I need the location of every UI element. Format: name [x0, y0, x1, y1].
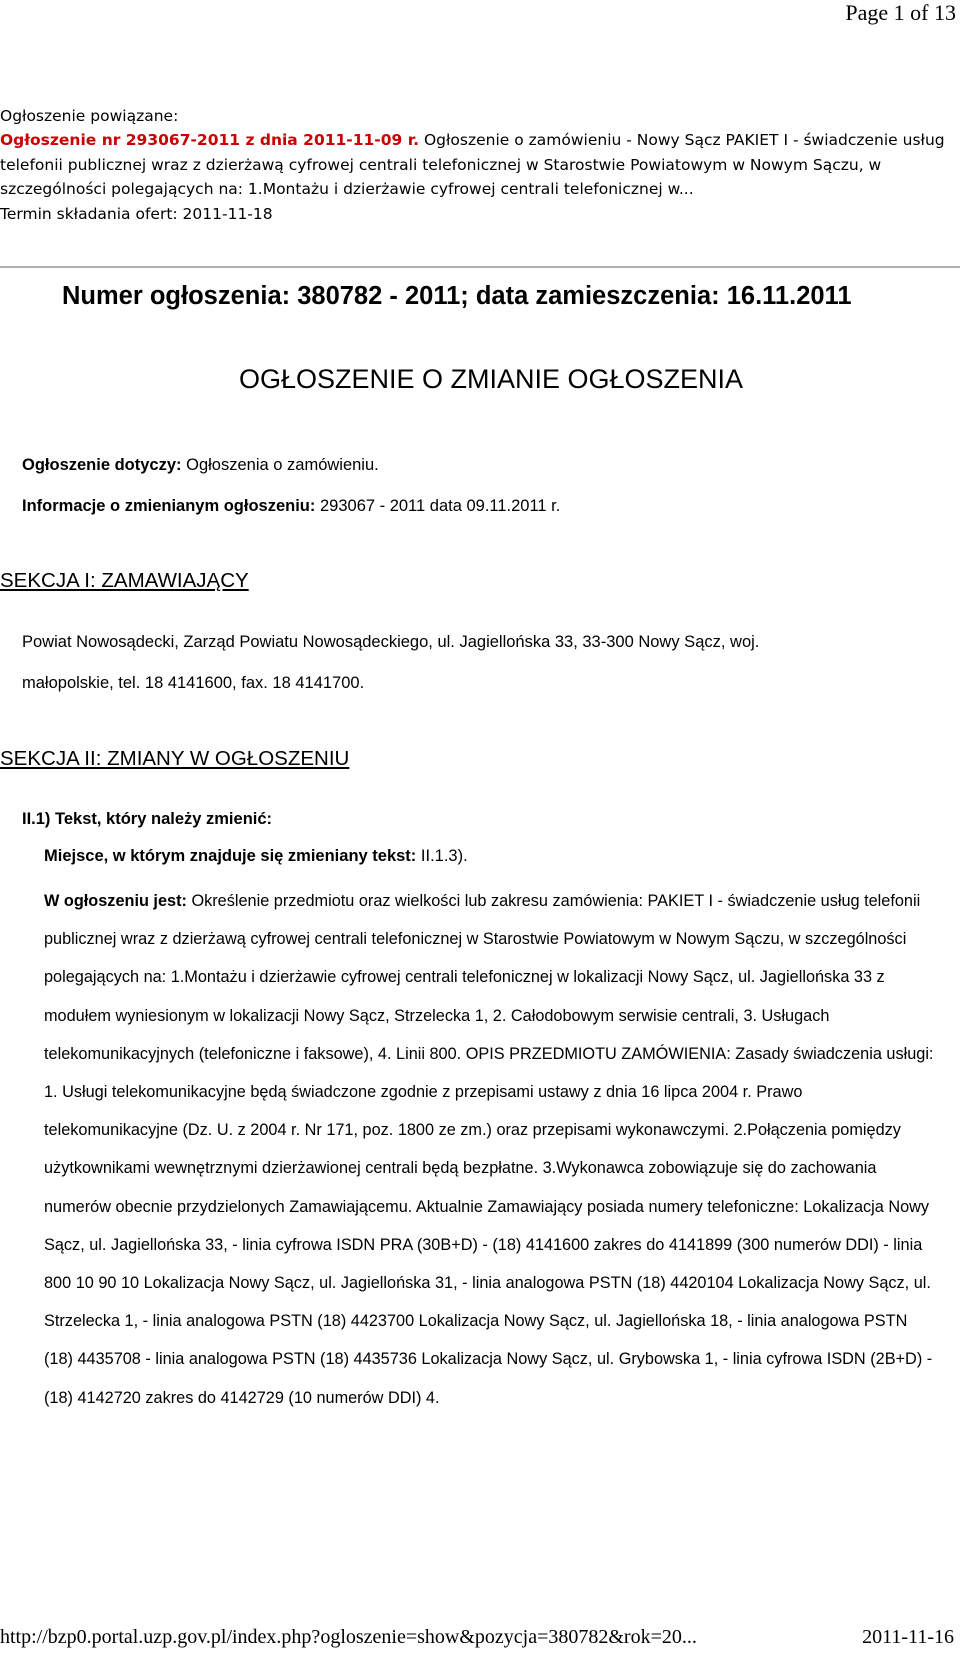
divider: [0, 266, 960, 268]
current-text-body: Określenie przedmiotu oraz wielkości lub zakresu zamówienia: PAKIET I - świadczenie usług telefonii publicznej wraz z dzierżawą cyfrowej centrali telefonicznej w Starostwie Powiatowym w Nowym Sączu, w szczególności polegających na: 1.Montażu i dzierżawie cyfrowej centrali telefonicznej w lokalizacji Nowy Sącz, ul. Jagiellońska 33 z modułem wyniesionym w lokalizacji Nowy Sącz, Strzelecka 1, 2. Całodobowym serwisie centrali, 3. Usługach telekomunikacyjnych (telefoniczne i faksowe), 4. Linii 800. OPIS PRZEDMIOTU ZAMÓWIENIA: Zasady świadczenia usługi: 1. Usługi telekomunikacyjne będą świadczone zgodnie z przepisami ustawy z dnia 16 lipca 2004 r. Prawo telekomunikacyjne (Dz. U. z 2004 r. Nr 171, poz. 1800 ze zm.) oraz przepisami wykonawczymi. 2.Połączenia pomiędzy użytkownikami wewnętrznymi dzierżawionej centrali będą bezpłatne. 3.Wykonawca zobowiązuje się do zachowania numerów obecnie przydzielonych Zamawiającemu. Aktualnie Zamawiający posiada numery telefoniczne: Lokalizacja Nowy Sącz, ul. Jagiellońska 33, - linia cyfrowa ISDN PRA (30B+D) - (18) 4141600 zakres do 4141899 (300 numerów DDI) - linia 800 10 90 10 Lokalizacja Nowy Sącz, ul. Jagiellońska 31, - linia analogowa PSTN (18) 4420104 Lokalizacja Nowy Sącz, ul. Strzelecka 1, - linia analogowa PSTN (18) 4423700 Lokalizacja Nowy Sącz, ul. Jagiellońska 18, - linia analogowa PSTN (18) 4435708 - linia analogowa PSTN (18) 4435736 Lokalizacja Nowy Sącz, ul. Grybowska 1, - linia cyfrowa ISDN (2B+D) - (18) 4142720 zakres do 4142729 (10 numerów DDI) 4.: [44, 892, 934, 1407]
offer-deadline: Termin składania ofert: 2011-11-18: [0, 204, 273, 223]
notice-concerns: [22, 456, 379, 475]
changed-notice-label: Informacje o zmienianym ogłoszeniu:: [22, 497, 316, 515]
contracting-authority-line-2: małopolskie, tel. 18 4141600, fax. 18 4141700.: [22, 674, 365, 692]
contracting-authority-line-1: Powiat Nowosądecki, Zarząd Powiatu Nowosądeckiego, ul. Jagiellońska 33, 33-300 Nowy Sącz, woj.: [22, 633, 760, 651]
section-2-title: SEKCJA II: ZMIANY W OGŁOSZENIU: [0, 747, 350, 770]
notice-concerns-label: Ogłoszenie dotyczy:: [22, 456, 182, 474]
current-text-label: W ogłoszeniu jest:: [44, 892, 187, 910]
change-place-value: II.1.3).: [420, 847, 468, 865]
notice-concerns-value: Ogłoszenia o zamówieniu.: [186, 456, 379, 474]
change-subheading: II.1) Tekst, który należy zmienić:: [22, 810, 273, 828]
footer-url: http://bzp0.portal.uzp.gov.pl/index.php?ogloszenie=show&pozycja=380782&rok=20...: [0, 1626, 697, 1648]
change-place-label: Miejsce, w którym znajduje się zmieniany tekst:: [44, 847, 417, 865]
page-number: Page 1 of 13: [845, 0, 956, 25]
footer-date: 2011-11-16: [862, 1626, 954, 1648]
related-notice: [0, 104, 958, 226]
page-title: OGŁOSZENIE O ZMIANIE OGŁOSZENIA: [238, 364, 744, 394]
current-text-paragraph: [44, 882, 936, 1417]
related-notice-link[interactable]: Ogłoszenie nr 293067-2011 z dnia 2011-11-09 r.: [0, 131, 420, 150]
section-1-title: SEKCJA I: ZAMAWIAJĄCY: [0, 569, 249, 592]
related-summary: Ogłoszenie o zamówieniu - Nowy Sącz PAKIET I - świadczenie usług telefonii publicznej wraz z dzierżawą cyfrowej centrali telefonicznej w Starostwie Powiatowym w Nowym Sączu, w szczególności polegających na: 1.Montażu i dzierżawie cyfrowej centrali telefonicznej w...: [0, 131, 945, 199]
change-place: [44, 847, 468, 866]
changed-notice-value: 293067 - 2011 data 09.11.2011 r.: [319, 497, 561, 515]
changed-notice-info: [22, 497, 560, 516]
notice-number-title: Numer ogłoszenia: 380782 - 2011; data zamieszczenia: 16.11.2011: [62, 282, 852, 310]
related-label: Ogłoszenie powiązane:: [0, 107, 179, 125]
